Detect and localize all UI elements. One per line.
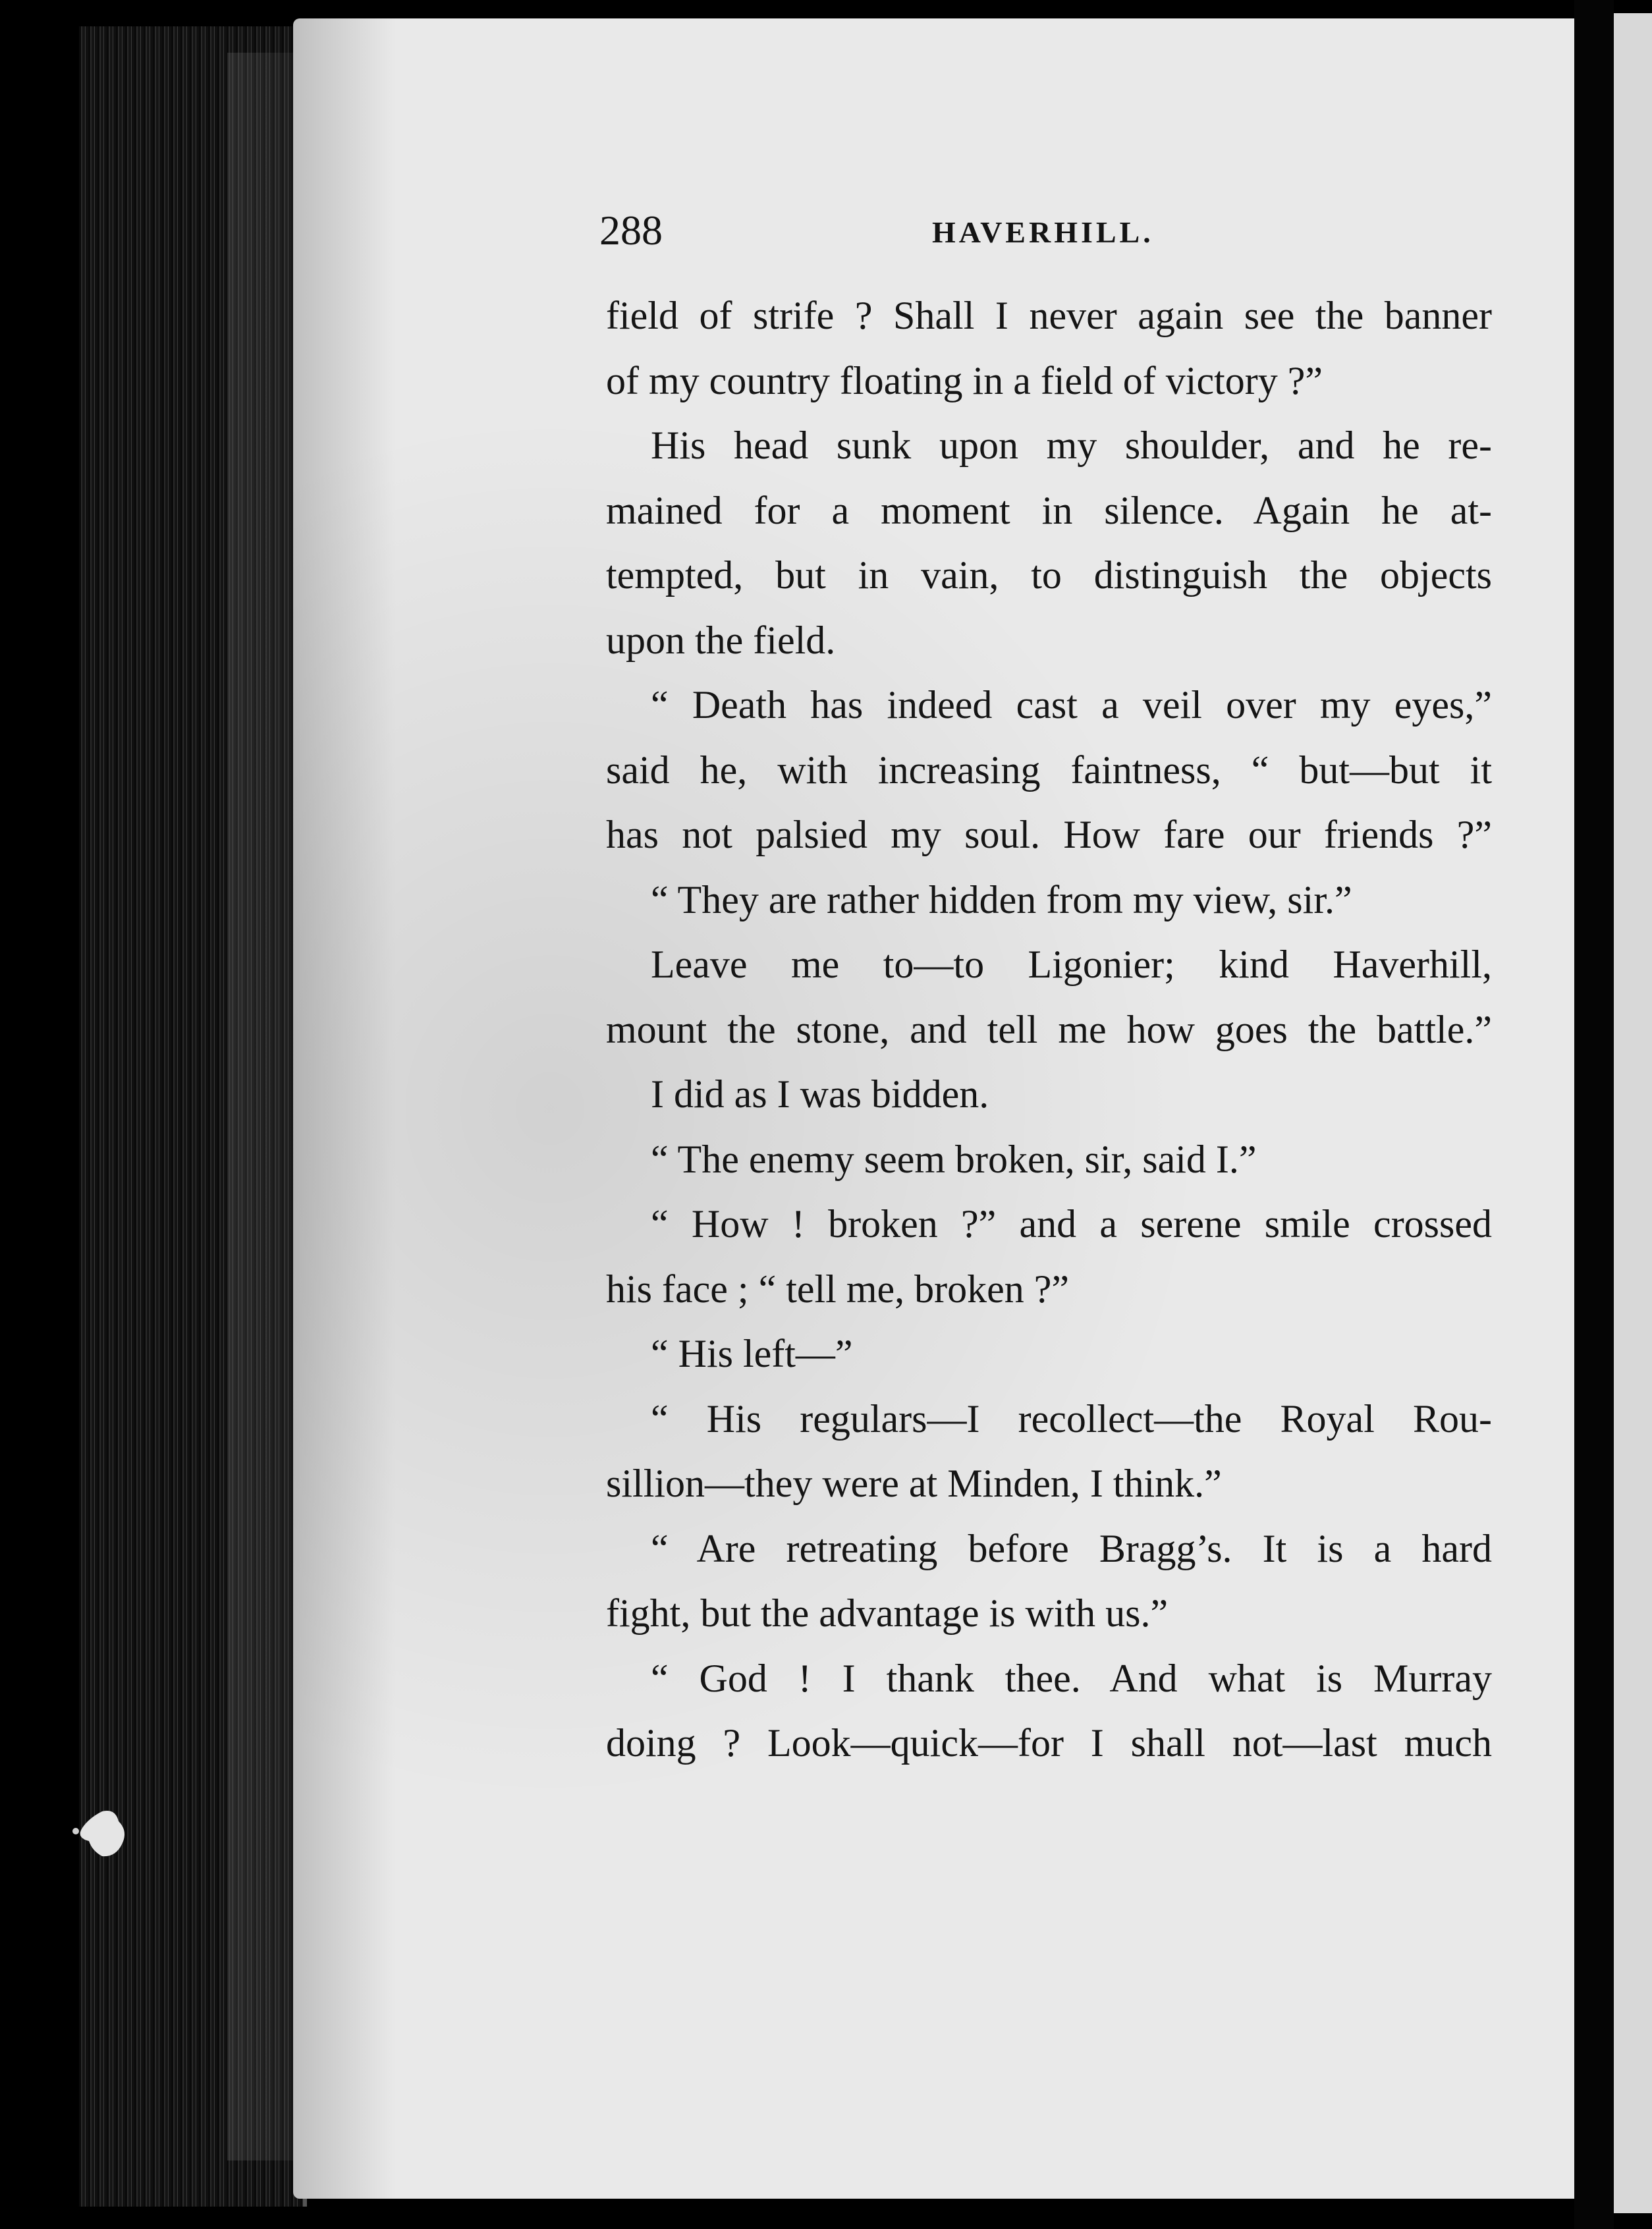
- running-title: HAVERHILL.: [932, 215, 1154, 249]
- text-line: mount the stone, and tell me how goes the battle.”: [606, 1007, 1492, 1051]
- text-line: field of strife ? Shall I never again see the banner: [606, 294, 1492, 337]
- page-number: 288: [599, 207, 663, 254]
- text-line: “ His left—”: [651, 1332, 853, 1375]
- running-head: [599, 201, 1555, 260]
- text-line: said he, with increasing faintness, “ but—but it: [606, 748, 1492, 792]
- text-line: “ His regulars—I recollect—the Royal Rou-: [651, 1396, 1492, 1441]
- text-line: fight, but the advantage is with us.”: [606, 1591, 1169, 1635]
- paper-damage-speck: [63, 1805, 135, 1864]
- text-line: of my country floating in a field of victory ?”: [606, 358, 1323, 402]
- page-edge-highlight: [227, 53, 300, 2160]
- text-line: “ The enemy seem broken, sir, said I.”: [651, 1137, 1257, 1181]
- text-line: “ They are rather hidden from my view, sir.”: [651, 877, 1352, 922]
- text-line: “ How ! broken ?” and a serene smile crossed: [651, 1202, 1492, 1246]
- text-line: doing ? Look—quick—for I shall not—last much: [606, 1721, 1492, 1765]
- body-text: [606, 283, 1492, 1776]
- book-gutter: [1574, 0, 1614, 2229]
- facing-page-edge: [1614, 13, 1652, 2213]
- text-line: Leave me to—to Ligonier; kind Haverhill,: [651, 943, 1492, 986]
- text-line: has not palsied my soul. How fare our friends ?”: [606, 813, 1492, 856]
- text-line: upon the field.: [606, 618, 836, 662]
- text-line: His head sunk upon my shoulder, and he re-: [651, 424, 1492, 467]
- text-line: I did as I was bidden.: [651, 1072, 989, 1116]
- text-line: “ God ! I thank thee. And what is Murray: [651, 1656, 1492, 1700]
- text-line: “ Death has indeed cast a veil over my eyes,”: [651, 683, 1492, 727]
- text-line: “ Are retreating before Bragg’s. It is a hard: [651, 1526, 1492, 1570]
- text-line: sillion—they were at Minden, I think.”: [606, 1462, 1222, 1505]
- text-line: tempted, but in vain, to distinguish the objects: [606, 553, 1492, 597]
- text-line: mained for a moment in silence. Again he at-: [606, 488, 1492, 532]
- text-line: his face ; “ tell me, broken ?”: [606, 1267, 1070, 1311]
